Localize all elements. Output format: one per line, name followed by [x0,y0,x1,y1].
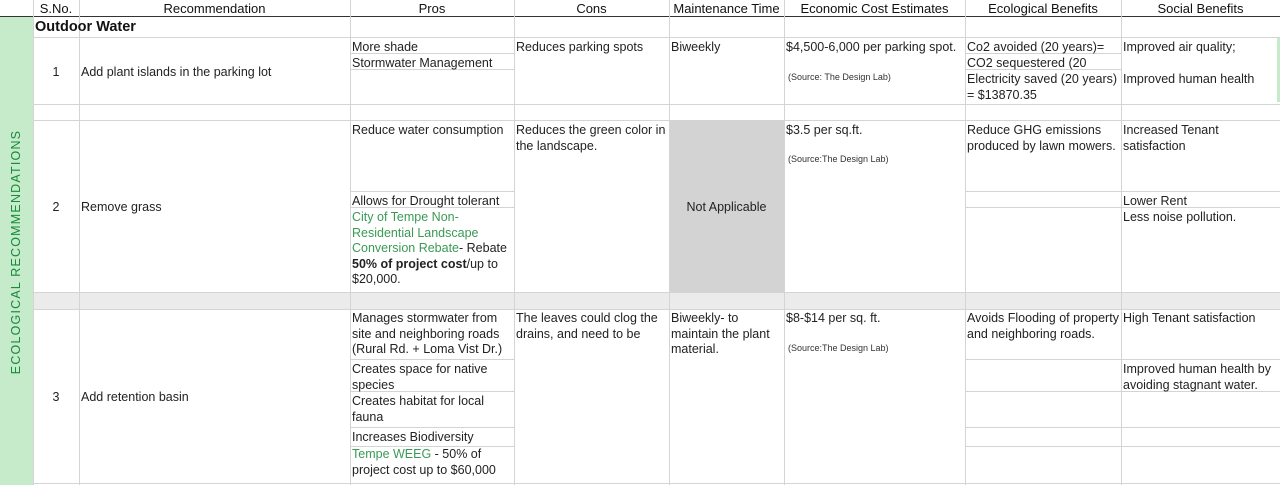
grid-line [33,120,1280,121]
header-ecological: Ecological Benefits [988,1,1098,16]
recommendation-cell: Add retention basin [81,390,189,404]
row-number: 2 [52,200,60,214]
grid-line [79,0,80,485]
maintenance-cell: Biweekly- to maintain the plant material. [671,311,770,356]
cons-cell: Reduces the green color in the landscape. [516,123,666,153]
grid-line [965,446,1121,447]
side-label: ECOLOGICAL RECOMMENDATIONS [9,129,23,375]
ecological-item: Electricity saved (20 years) = $13870.35 [967,72,1118,102]
social-item: Improved human health by avoiding stagnant water. [1123,362,1272,392]
pros-weeg [352,447,512,478]
grid-line [965,427,1121,428]
header-cost: Economic Cost Estimates [800,1,949,16]
grid-line [33,292,1280,293]
header-cons: Cons [576,1,607,16]
grid-line [1121,427,1280,428]
grid-line [350,359,514,360]
ecological-item: Co2 avoided (20 years)= [967,40,1105,54]
pros-item: Reduce water consumption [352,123,504,137]
ecological-item: Reduce GHG emissions produced by lawn mowers. [967,123,1116,153]
header-maintenance: Maintenance Time [673,1,780,16]
header-social: Social Benefits [1157,1,1244,16]
header-sno: S.No. [39,1,73,16]
header-border [0,16,1280,17]
grid-line [33,37,1280,38]
cost-cell: $3.5 per sq.ft. [786,123,863,137]
grid-line [350,0,351,485]
ecological-item: CO2 sequestered (20 [967,56,1087,70]
rebate-link[interactable]: City of Tempe Non-Residential Landscape Conversion Rebate [352,210,479,255]
header-recommendation: Recommendation [163,1,266,16]
cons-cell: Reduces parking spots [516,40,644,54]
weeg-text: - 50% of project cost up to $60,000 [352,447,496,477]
pros-item: More shade [352,40,419,54]
grid-line [965,191,1121,192]
grid-line [1121,446,1280,447]
cost-source: (Source:The Design Lab) [788,343,889,353]
header-pros: Pros [418,1,446,16]
grid-line [965,207,1121,208]
social-item: High Tenant satisfaction [1123,311,1256,325]
grid-line [784,0,785,485]
cost-source: (Source: The Design Lab) [788,72,891,82]
grid-line [965,0,966,485]
row-number: 3 [52,390,60,404]
grid-line [33,483,1280,484]
grid-line [669,0,670,485]
grid-line [350,427,514,428]
grid-line [350,191,514,192]
grid-line [1121,191,1280,192]
grid-line [33,104,1280,105]
weeg-link[interactable]: Tempe WEEG [352,447,432,461]
social-item: Less noise pollution. [1123,210,1237,224]
grid-line [1121,359,1280,360]
social-item: Improved air quality; [1123,40,1236,54]
pros-rebate [352,210,512,288]
pros-item: Allows for Drought tolerant [352,194,500,208]
grid-line [33,309,1280,310]
pros-item: Creates habitat for local fauna [352,394,485,424]
pros-item: Increases Biodiversity [352,430,474,444]
grid-line [514,0,515,485]
separator-band [33,293,1280,309]
pros-item: Creates space for native species [352,362,488,392]
recommendation-cell: Add plant islands in the parking lot [81,65,272,79]
cost-source: (Source:The Design Lab) [788,154,889,164]
section-title: Outdoor Water [35,19,136,35]
rebate-end: /up to $20,000. [352,256,498,286]
cost-cell: $8-$14 per sq. ft. [786,311,881,325]
ecological-item: Avoids Flooding of property and neighboring roads. [967,311,1119,341]
row-number: 1 [52,65,60,79]
maintenance-cell: Biweekly [671,40,721,54]
grid-line [1121,0,1122,485]
cons-cell: The leaves could clog the drains, and need to be [516,311,658,341]
grid-line [965,359,1121,360]
social-item: Improved human health [1123,72,1255,86]
recommendation-cell: Remove grass [81,200,162,214]
pros-item: Stormwater Management [352,56,493,70]
social-item: Increased Tenant satisfaction [1123,123,1219,153]
pros-item: Manages stormwater from site and neighboring roads (Rural Rd. + Loma Vist Dr.) [352,311,503,356]
maintenance-cell: Not Applicable [686,200,767,214]
rebate-text: - Rebate [459,241,507,255]
social-item: Lower Rent [1123,194,1187,208]
grid-line [965,391,1121,392]
cost-cell: $4,500-6,000 per parking spot. [786,40,957,54]
rebate-bold: 50% of project cost [352,256,467,271]
